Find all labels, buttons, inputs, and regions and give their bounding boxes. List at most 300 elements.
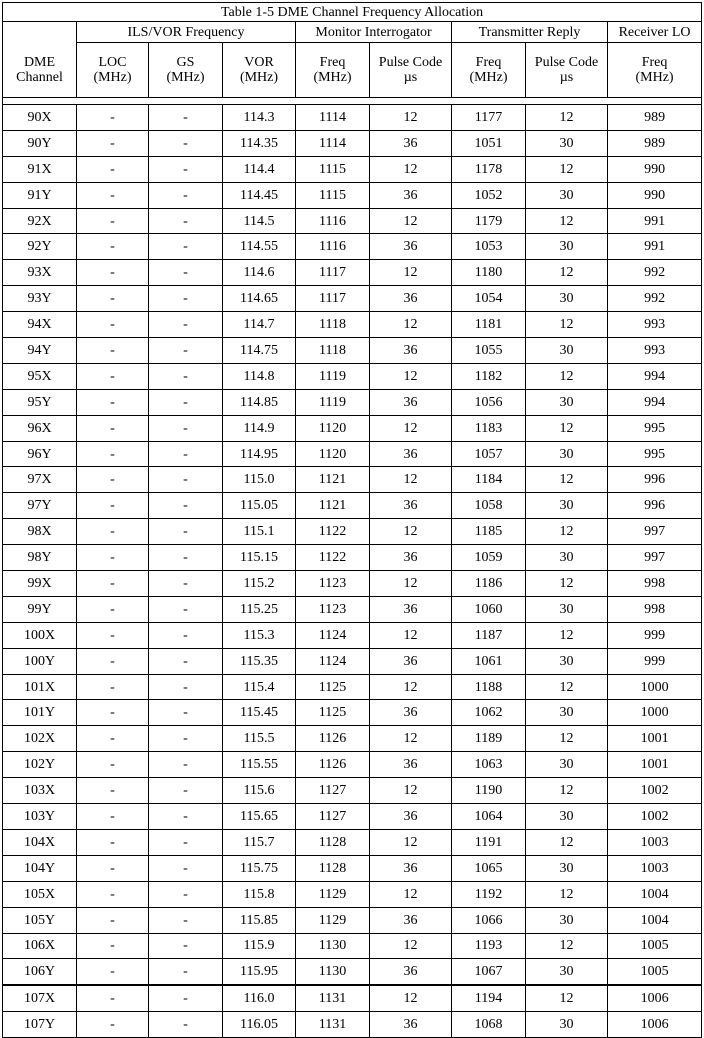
monitor-pulse-code-cell: 12: [370, 519, 452, 545]
receiver-freq-cell: 994: [608, 389, 702, 415]
monitor-pulse-code-cell: 12: [370, 571, 452, 597]
monitor-freq-cell: 1115: [296, 156, 370, 182]
vor-cell: 115.55: [223, 752, 296, 778]
transmitter-pulse-code-cell: 30: [526, 286, 608, 312]
receiver-freq-cell: 1003: [608, 829, 702, 855]
receiver-freq-cell: 989: [608, 130, 702, 156]
loc-cell: -: [77, 312, 149, 338]
table-row: [3, 338, 702, 364]
loc-cell: -: [77, 829, 149, 855]
table-row: [3, 674, 702, 700]
loc-cell: -: [77, 622, 149, 648]
loc-cell: -: [77, 338, 149, 364]
gs-cell: -: [149, 829, 223, 855]
vor-cell: 114.85: [223, 389, 296, 415]
table-row: [3, 363, 702, 389]
vor-cell: 114.95: [223, 441, 296, 467]
dme-channel-cell: 100Y: [3, 648, 77, 674]
receiver-freq-cell: 990: [608, 182, 702, 208]
vor-cell: 114.45: [223, 182, 296, 208]
transmitter-pulse-code-cell: 12: [526, 415, 608, 441]
transmitter-pulse-code-cell: 12: [526, 467, 608, 493]
receiver-freq-cell: 994: [608, 363, 702, 389]
table-row: [3, 519, 702, 545]
transmitter-freq-cell: 1058: [452, 493, 526, 519]
monitor-pulse-code-cell: 36: [370, 182, 452, 208]
transmitter-pulse-code-cell: 30: [526, 855, 608, 881]
column-header-line2: (MHz): [313, 70, 352, 85]
monitor-pulse-code-cell: 12: [370, 363, 452, 389]
table-row: [3, 700, 702, 726]
receiver-freq-cell: 998: [608, 596, 702, 622]
monitor-freq-cell: 1131: [296, 1012, 370, 1038]
monitor-pulse-code-cell: 36: [370, 338, 452, 364]
transmitter-freq-cell: 1178: [452, 156, 526, 182]
transmitter-freq-cell: 1184: [452, 467, 526, 493]
dme-channel-cell: 91X: [3, 156, 77, 182]
monitor-freq-cell: 1122: [296, 545, 370, 571]
gs-cell: -: [149, 778, 223, 804]
vor-cell: 115.2: [223, 571, 296, 597]
group-header-monitor-interrogator: Monitor Interrogator: [296, 22, 452, 43]
gs-cell: -: [149, 519, 223, 545]
column-header-line2: (MHz): [469, 70, 508, 85]
dme-channel-cell: 95Y: [3, 389, 77, 415]
loc-cell: -: [77, 493, 149, 519]
monitor-pulse-code-cell: 12: [370, 881, 452, 907]
dme-channel-cell: 106Y: [3, 959, 77, 985]
column-header-line1: GS: [176, 55, 195, 70]
vor-cell: 115.0: [223, 467, 296, 493]
monitor-pulse-code-cell: 36: [370, 804, 452, 830]
gs-cell: -: [149, 1012, 223, 1038]
column-header-line2: µs: [403, 70, 418, 85]
column-header-line2: Channel: [16, 69, 63, 85]
monitor-freq-cell: 1127: [296, 804, 370, 830]
transmitter-pulse-code-cell: 30: [526, 545, 608, 571]
monitor-pulse-code-cell: 12: [370, 985, 452, 1011]
table-row: [3, 855, 702, 881]
dme-channel-cell: 107X: [3, 985, 77, 1011]
monitor-freq-cell: 1122: [296, 519, 370, 545]
dme-channel-cell: 104X: [3, 829, 77, 855]
transmitter-pulse-code-cell: 12: [526, 312, 608, 338]
gs-cell: -: [149, 156, 223, 182]
gs-cell: -: [149, 441, 223, 467]
gs-cell: -: [149, 855, 223, 881]
gs-cell: -: [149, 208, 223, 234]
loc-cell: -: [77, 182, 149, 208]
dme-channel-cell: 95X: [3, 363, 77, 389]
gs-cell: -: [149, 415, 223, 441]
monitor-freq-cell: 1124: [296, 622, 370, 648]
column-header-line2: (MHz): [166, 70, 205, 85]
monitor-freq-cell: 1117: [296, 260, 370, 286]
vor-cell: 114.4: [223, 156, 296, 182]
table-row: [3, 959, 702, 985]
dme-channel-cell: 94X: [3, 312, 77, 338]
loc-cell: -: [77, 933, 149, 959]
transmitter-pulse-code-cell: 12: [526, 571, 608, 597]
vor-cell: 114.65: [223, 286, 296, 312]
table-row: [3, 208, 702, 234]
dme-channel-cell: 98X: [3, 519, 77, 545]
table-row: [3, 493, 702, 519]
table-body: [3, 105, 702, 1038]
group-header-transmitter-reply: Transmitter Reply: [452, 22, 608, 43]
monitor-pulse-code-cell: 36: [370, 286, 452, 312]
transmitter-pulse-code-cell: 30: [526, 596, 608, 622]
table-row: [3, 105, 702, 131]
transmitter-pulse-code-cell: 12: [526, 933, 608, 959]
vor-cell: 115.05: [223, 493, 296, 519]
dme-channel-table: [2, 2, 702, 1038]
table-row: [3, 260, 702, 286]
monitor-pulse-code-cell: 12: [370, 829, 452, 855]
transmitter-pulse-code-cell: 12: [526, 726, 608, 752]
gs-cell: -: [149, 648, 223, 674]
monitor-freq-cell: 1115: [296, 182, 370, 208]
receiver-freq-cell: 1006: [608, 985, 702, 1011]
vor-cell: 115.9: [223, 933, 296, 959]
transmitter-pulse-code-cell: 30: [526, 648, 608, 674]
loc-cell: -: [77, 130, 149, 156]
table-row: [3, 933, 702, 959]
transmitter-freq-cell: 1051: [452, 130, 526, 156]
monitor-freq-cell: 1123: [296, 571, 370, 597]
dme-channel-cell: 101Y: [3, 700, 77, 726]
receiver-freq-cell: 1000: [608, 674, 702, 700]
gs-cell: -: [149, 881, 223, 907]
transmitter-pulse-code-cell: 30: [526, 441, 608, 467]
dme-channel-cell: 99Y: [3, 596, 77, 622]
transmitter-freq-cell: 1185: [452, 519, 526, 545]
transmitter-freq-cell: 1186: [452, 571, 526, 597]
transmitter-pulse-code-cell: 12: [526, 156, 608, 182]
loc-cell: -: [77, 363, 149, 389]
loc-cell: -: [77, 700, 149, 726]
monitor-freq-cell: 1116: [296, 208, 370, 234]
transmitter-freq-cell: 1193: [452, 933, 526, 959]
loc-cell: -: [77, 389, 149, 415]
receiver-freq-cell: 996: [608, 493, 702, 519]
vor-cell: 115.4: [223, 674, 296, 700]
gs-cell: -: [149, 622, 223, 648]
column-header-transmitter-pulse-code: [526, 43, 608, 98]
transmitter-pulse-code-cell: 30: [526, 389, 608, 415]
column-header-line1: Pulse Code: [534, 55, 599, 70]
receiver-freq-cell: 999: [608, 648, 702, 674]
vor-cell: 114.7: [223, 312, 296, 338]
table-row: [3, 648, 702, 674]
transmitter-pulse-code-cell: 12: [526, 519, 608, 545]
loc-cell: -: [77, 674, 149, 700]
monitor-pulse-code-cell: 36: [370, 855, 452, 881]
gs-cell: -: [149, 363, 223, 389]
monitor-freq-cell: 1123: [296, 596, 370, 622]
transmitter-freq-cell: 1059: [452, 545, 526, 571]
gs-cell: -: [149, 389, 223, 415]
receiver-freq-cell: 1002: [608, 804, 702, 830]
dme-channel-cell: 103Y: [3, 804, 77, 830]
monitor-freq-cell: 1118: [296, 338, 370, 364]
transmitter-freq-cell: 1192: [452, 881, 526, 907]
vor-cell: 114.75: [223, 338, 296, 364]
receiver-freq-cell: 990: [608, 156, 702, 182]
monitor-freq-cell: 1131: [296, 985, 370, 1011]
transmitter-freq-cell: 1055: [452, 338, 526, 364]
gs-cell: -: [149, 985, 223, 1011]
table-row: [3, 907, 702, 933]
vor-cell: 115.8: [223, 881, 296, 907]
dme-channel-cell: 102Y: [3, 752, 77, 778]
group-header-receiver-lo: Receiver LO: [608, 22, 702, 43]
loc-cell: -: [77, 778, 149, 804]
transmitter-freq-cell: 1183: [452, 415, 526, 441]
transmitter-pulse-code-cell: 12: [526, 778, 608, 804]
loc-cell: -: [77, 881, 149, 907]
transmitter-freq-cell: 1179: [452, 208, 526, 234]
group-header-empty: [3, 22, 77, 43]
vor-cell: 114.9: [223, 415, 296, 441]
monitor-freq-cell: 1130: [296, 933, 370, 959]
vor-cell: 115.5: [223, 726, 296, 752]
dme-channel-cell: 96X: [3, 415, 77, 441]
dme-channel-cell: 93X: [3, 260, 77, 286]
vor-cell: 115.25: [223, 596, 296, 622]
vor-cell: 114.8: [223, 363, 296, 389]
transmitter-freq-cell: 1062: [452, 700, 526, 726]
monitor-freq-cell: 1116: [296, 234, 370, 260]
table-row: [3, 545, 702, 571]
receiver-freq-cell: 1005: [608, 959, 702, 985]
vor-cell: 114.5: [223, 208, 296, 234]
table-row: [3, 182, 702, 208]
monitor-freq-cell: 1125: [296, 674, 370, 700]
monitor-pulse-code-cell: 12: [370, 156, 452, 182]
loc-cell: -: [77, 752, 149, 778]
table-row: [3, 389, 702, 415]
gs-cell: -: [149, 674, 223, 700]
transmitter-freq-cell: 1190: [452, 778, 526, 804]
monitor-freq-cell: 1128: [296, 855, 370, 881]
column-header-line1: Freq: [319, 55, 346, 70]
receiver-freq-cell: 989: [608, 105, 702, 131]
gs-cell: -: [149, 700, 223, 726]
receiver-freq-cell: 1006: [608, 1012, 702, 1038]
dme-channel-cell: 97X: [3, 467, 77, 493]
gs-cell: -: [149, 907, 223, 933]
receiver-freq-cell: 1001: [608, 726, 702, 752]
receiver-freq-cell: 1004: [608, 881, 702, 907]
vor-cell: 115.7: [223, 829, 296, 855]
receiver-freq-cell: 998: [608, 571, 702, 597]
monitor-freq-cell: 1119: [296, 389, 370, 415]
dme-channel-cell: 90Y: [3, 130, 77, 156]
transmitter-freq-cell: 1053: [452, 234, 526, 260]
table-row: [3, 622, 702, 648]
loc-cell: -: [77, 545, 149, 571]
gs-cell: -: [149, 545, 223, 571]
monitor-freq-cell: 1130: [296, 959, 370, 985]
transmitter-pulse-code-cell: 12: [526, 260, 608, 286]
loc-cell: -: [77, 907, 149, 933]
table-row: [3, 596, 702, 622]
dme-channel-cell: 104Y: [3, 855, 77, 881]
gs-cell: -: [149, 804, 223, 830]
loc-cell: -: [77, 519, 149, 545]
monitor-pulse-code-cell: 36: [370, 648, 452, 674]
loc-cell: -: [77, 286, 149, 312]
receiver-freq-cell: 991: [608, 208, 702, 234]
gs-cell: -: [149, 182, 223, 208]
column-header-line1: Pulse Code: [378, 55, 443, 70]
table-row: [3, 312, 702, 338]
gs-cell: -: [149, 260, 223, 286]
receiver-freq-cell: 1001: [608, 752, 702, 778]
loc-cell: -: [77, 648, 149, 674]
transmitter-freq-cell: 1194: [452, 985, 526, 1011]
loc-cell: -: [77, 596, 149, 622]
transmitter-freq-cell: 1052: [452, 182, 526, 208]
loc-cell: -: [77, 260, 149, 286]
monitor-pulse-code-cell: 36: [370, 441, 452, 467]
monitor-pulse-code-cell: 36: [370, 545, 452, 571]
transmitter-freq-cell: 1177: [452, 105, 526, 131]
receiver-freq-cell: 997: [608, 545, 702, 571]
vor-cell: 115.75: [223, 855, 296, 881]
transmitter-pulse-code-cell: 12: [526, 105, 608, 131]
dme-channel-cell: 92Y: [3, 234, 77, 260]
transmitter-freq-cell: 1065: [452, 855, 526, 881]
receiver-freq-cell: 1005: [608, 933, 702, 959]
column-header-line2: (MHz): [93, 70, 132, 85]
table-row: [3, 286, 702, 312]
gs-cell: -: [149, 130, 223, 156]
transmitter-pulse-code-cell: 30: [526, 234, 608, 260]
monitor-pulse-code-cell: 12: [370, 778, 452, 804]
monitor-freq-cell: 1118: [296, 312, 370, 338]
table-row: [3, 985, 702, 1011]
column-header-line2: (MHz): [239, 70, 279, 85]
column-header-receiver-freq: [608, 43, 702, 98]
column-header-line1: DME: [23, 54, 56, 70]
monitor-pulse-code-cell: 36: [370, 1012, 452, 1038]
vor-cell: 115.95: [223, 959, 296, 985]
transmitter-pulse-code-cell: 30: [526, 907, 608, 933]
transmitter-freq-cell: 1181: [452, 312, 526, 338]
transmitter-freq-cell: 1191: [452, 829, 526, 855]
monitor-freq-cell: 1126: [296, 726, 370, 752]
transmitter-pulse-code-cell: 30: [526, 1012, 608, 1038]
dme-channel-cell: 101X: [3, 674, 77, 700]
monitor-freq-cell: 1127: [296, 778, 370, 804]
table-row: [3, 234, 702, 260]
transmitter-freq-cell: 1061: [452, 648, 526, 674]
monitor-pulse-code-cell: 12: [370, 260, 452, 286]
column-header-vor: [223, 43, 296, 98]
table-row: [3, 415, 702, 441]
loc-cell: -: [77, 156, 149, 182]
monitor-pulse-code-cell: 12: [370, 674, 452, 700]
column-header-loc: [77, 43, 149, 98]
loc-cell: -: [77, 208, 149, 234]
dme-channel-cell: 107Y: [3, 1012, 77, 1038]
column-header-monitor-freq: [296, 43, 370, 98]
gs-cell: -: [149, 467, 223, 493]
vor-cell: 115.85: [223, 907, 296, 933]
transmitter-freq-cell: 1189: [452, 726, 526, 752]
receiver-freq-cell: 1004: [608, 907, 702, 933]
transmitter-pulse-code-cell: 30: [526, 493, 608, 519]
transmitter-pulse-code-cell: 12: [526, 829, 608, 855]
monitor-pulse-code-cell: 36: [370, 130, 452, 156]
table-row: [3, 804, 702, 830]
monitor-freq-cell: 1126: [296, 752, 370, 778]
dme-channel-cell: 91Y: [3, 182, 77, 208]
vor-cell: 115.1: [223, 519, 296, 545]
loc-cell: -: [77, 985, 149, 1011]
monitor-freq-cell: 1120: [296, 415, 370, 441]
monitor-pulse-code-cell: 36: [370, 234, 452, 260]
vor-cell: 115.35: [223, 648, 296, 674]
column-header-monitor-pulse-code: [370, 43, 452, 98]
transmitter-freq-cell: 1182: [452, 363, 526, 389]
transmitter-pulse-code-cell: 30: [526, 752, 608, 778]
receiver-freq-cell: 1002: [608, 778, 702, 804]
transmitter-pulse-code-cell: 12: [526, 674, 608, 700]
transmitter-freq-cell: 1180: [452, 260, 526, 286]
transmitter-pulse-code-cell: 30: [526, 182, 608, 208]
monitor-pulse-code-cell: 36: [370, 959, 452, 985]
gs-cell: -: [149, 105, 223, 131]
monitor-freq-cell: 1124: [296, 648, 370, 674]
column-header-transmitter-freq: [452, 43, 526, 98]
gs-cell: -: [149, 726, 223, 752]
table-row: [3, 130, 702, 156]
dme-channel-cell: 96Y: [3, 441, 77, 467]
monitor-pulse-code-cell: 36: [370, 700, 452, 726]
transmitter-pulse-code-cell: 30: [526, 959, 608, 985]
monitor-pulse-code-cell: 12: [370, 415, 452, 441]
receiver-freq-cell: 992: [608, 260, 702, 286]
monitor-pulse-code-cell: 12: [370, 208, 452, 234]
table-row: [3, 829, 702, 855]
dme-channel-cell: 100X: [3, 622, 77, 648]
dme-channel-cell: 105X: [3, 881, 77, 907]
dme-channel-cell: 99X: [3, 571, 77, 597]
loc-cell: -: [77, 726, 149, 752]
dme-channel-cell: 98Y: [3, 545, 77, 571]
table-row: [3, 571, 702, 597]
monitor-pulse-code-cell: 12: [370, 312, 452, 338]
transmitter-pulse-code-cell: 30: [526, 700, 608, 726]
monitor-freq-cell: 1121: [296, 467, 370, 493]
receiver-freq-cell: 991: [608, 234, 702, 260]
vor-cell: 115.15: [223, 545, 296, 571]
table-row: [3, 752, 702, 778]
header-separator: [3, 98, 702, 105]
dme-channel-cell: 94Y: [3, 338, 77, 364]
column-header-line2: (MHz): [635, 70, 674, 85]
dme-channel-cell: 92X: [3, 208, 77, 234]
loc-cell: -: [77, 855, 149, 881]
table-row: [3, 726, 702, 752]
loc-cell: -: [77, 959, 149, 985]
table-row: [3, 441, 702, 467]
transmitter-pulse-code-cell: 12: [526, 881, 608, 907]
monitor-freq-cell: 1114: [296, 105, 370, 131]
